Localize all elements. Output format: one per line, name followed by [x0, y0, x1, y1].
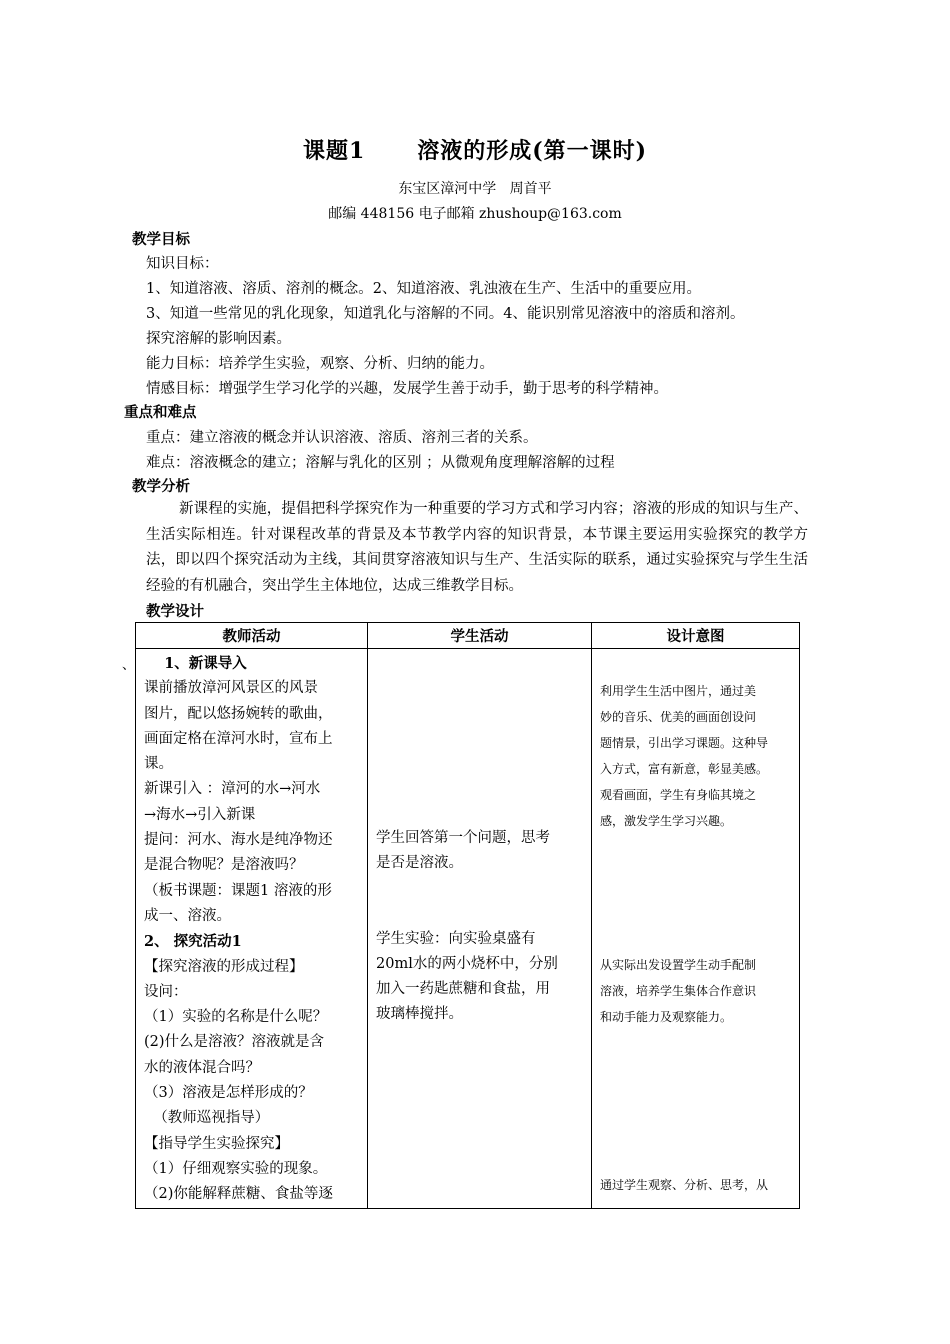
intent-line: 入方式，富有新意，彰显美感。: [600, 762, 769, 776]
teacher-line: 水的液体混合吗？: [144, 1059, 260, 1076]
teacher-line: (2)什么是溶液？溶液就是含: [144, 1034, 325, 1051]
teacher-activity-cell: [136, 649, 368, 1209]
objectives-line: 1、知道溶液、溶质、溶剂的概念。2、知道溶液、乳浊液在生产、生活中的重要应用。: [146, 281, 701, 297]
teacher-line: （2)你能解释蔗糖、食盐等逐: [144, 1186, 333, 1203]
intent-line: 观看画面，学生有身临其境之: [600, 788, 757, 802]
margin-mark: 、: [122, 658, 136, 673]
teacher-line: （1）实验的名称是什么呢？: [144, 1009, 328, 1026]
student-activity-cell: [368, 649, 592, 1209]
student-line: 20ml水的两小烧杯中，分别: [376, 955, 558, 972]
key-points-heading: 重点和难点: [124, 404, 197, 421]
author-line: 东宝区漳河中学 周首平: [398, 181, 552, 197]
table-header-row: [136, 623, 800, 649]
student-line: 加入一药匙蔗糖和食盐，用: [376, 981, 550, 998]
intent-line: 溶液，培养学生集体合作意识: [600, 984, 757, 998]
teacher-line: 是混合物呢？是溶液吗？: [144, 857, 304, 874]
teacher-line: 【指导学生实验探究】: [144, 1135, 289, 1152]
intent-line: 利用学生生活中图片，通过美: [600, 684, 757, 698]
difficulty-line: 难点：溶液概念的建立；溶解与乳化的区别 ；从微观角度理解溶解的过程: [146, 455, 615, 471]
section-heading: 1、新课导入: [144, 655, 247, 672]
teacher-line: 新课引入 ：漳河的水→河水: [144, 781, 321, 798]
student-line: 学生回答第一个问题，思考: [376, 830, 550, 846]
analysis-heading: 教学分析: [132, 478, 190, 495]
teacher-line: 图片，配以悠扬婉转的歌曲，: [144, 705, 333, 722]
analysis-paragraph: 新课程的实施，提倡把科学探究作为一种重要的学习方式和学习内容；溶液的形成的知识与生产、生活实际相连。针对课程改革的背景及本节教学内容的知识背景，本节课主要运用实验探究的教学方法，即以四个探究活动为主线，其间贯穿溶液知识与生产、生活实际的联系，通过实验探究与学生生活经验的有机融合，突出学生主体地位，达成三维教学目标。: [146, 501, 808, 594]
intent-line: 通过学生观察、分析、思考，从: [600, 1178, 769, 1192]
student-line: 学生实验：向实验桌盛有: [376, 930, 536, 947]
intent-line: 妙的音乐、优美的画面创设问: [600, 710, 757, 724]
key-point-line: 重点：建立溶液的概念并认识溶液、溶质、溶剂三者的关系。: [146, 430, 538, 446]
intent-line: 和动手能力及观察能力。: [600, 1010, 733, 1024]
contact-line: 邮编 448156 电子邮箱 zhushoup@163.com: [328, 206, 622, 222]
intent-line: 题情景，引出学习课题。这种导: [600, 736, 769, 750]
objectives-line: 能力目标：培养学生实验，观察、分析、归纳的能力。: [146, 356, 494, 372]
column-header: 教师活动: [136, 623, 368, 649]
teacher-line: （1）仔细观察实验的现象。: [144, 1160, 328, 1177]
teacher-line: 【探究溶液的形成过程】: [144, 958, 304, 975]
teacher-line: 设问：: [144, 983, 188, 1000]
teacher-line: 提问：河水、海水是纯净物还: [144, 832, 333, 849]
objectives-heading: 教学目标: [132, 231, 190, 248]
objectives-line: 知识目标：: [146, 256, 219, 272]
teacher-line: 成一、溶液。: [144, 907, 231, 924]
teacher-line: 课。: [144, 756, 173, 773]
teacher-line: （教师巡视指导）: [144, 1110, 270, 1127]
column-header: 设计意图: [592, 623, 800, 649]
column-header: 学生活动: [368, 623, 592, 649]
student-line: 是否是溶液。: [376, 855, 463, 872]
teacher-line: →海水→引入新课: [144, 806, 256, 823]
teacher-line: 画面定格在漳河水时，宣布上: [144, 730, 333, 747]
intent-line: 从实际出发设置学生动手配制: [600, 958, 757, 972]
design-heading: 教学设计: [146, 603, 204, 620]
lesson-title: 课题1 溶液的形成(第一课时): [302, 138, 648, 164]
teacher-line: 课前播放漳河风景区的风景: [144, 680, 318, 697]
table-row: [136, 649, 800, 1209]
teacher-line: （3）溶液是怎样形成的？: [144, 1085, 313, 1102]
section-heading: 2、 探究活动1: [144, 933, 242, 951]
objectives-line: 3、知道一些常见的乳化现象，知道乳化与溶解的不同。4、能识别常见溶液中的溶质和溶剂。: [146, 306, 745, 322]
objectives-line: 情感目标：增强学生学习化学的兴趣，发展学生善于动手，勤于思考的科学精神。: [146, 381, 668, 397]
teacher-line: （板书课题：课题1 溶液的形: [144, 882, 332, 899]
intent-line: 感，激发学生学习兴趣。: [600, 814, 733, 828]
design-intent-cell: [592, 649, 800, 1209]
objectives-line: 探究溶解的影响因素。: [146, 331, 291, 347]
lesson-design-table: [135, 622, 800, 1209]
student-line: 玻璃棒搅拌。: [376, 1006, 463, 1023]
